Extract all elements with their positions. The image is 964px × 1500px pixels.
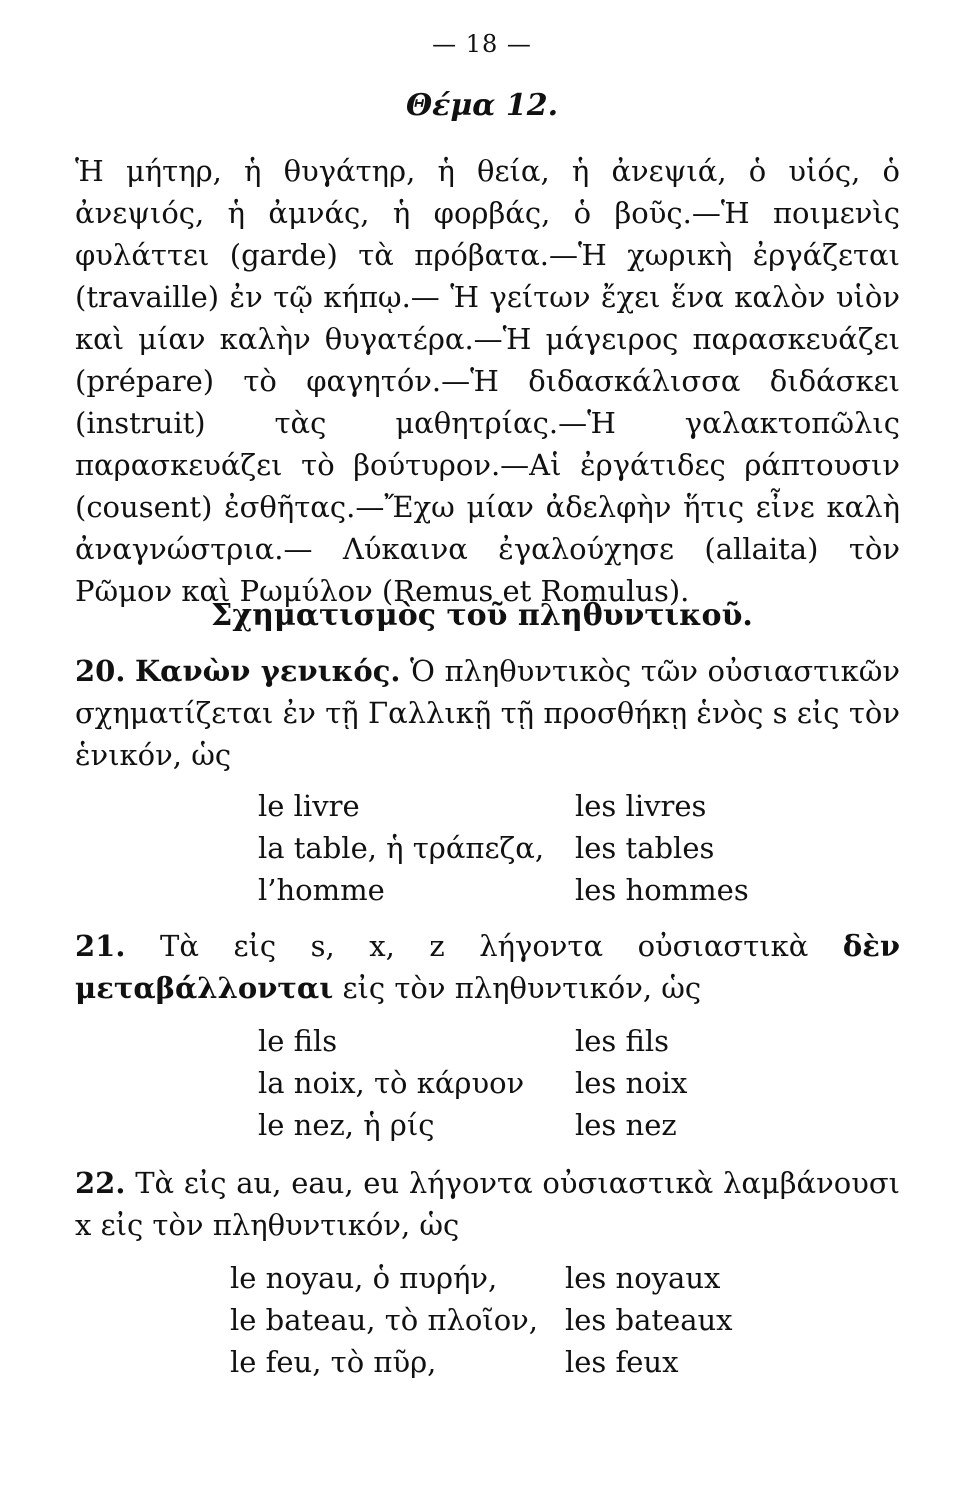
section-title: Σχηματισμὸς τοῦ πληθυντικοῦ. <box>211 598 753 633</box>
rule-20-paragraph <box>75 650 900 776</box>
rule-21-post: εἰς τὸν πληθυντικόν, ὡς <box>342 971 702 1005</box>
example-22-3-singular: le feu, τὸ πῦρ, <box>230 1345 437 1379</box>
page-number: — 18 — <box>432 30 532 58</box>
example-21-1-singular: le fils <box>258 1024 338 1058</box>
rule-22-text: Τὰ εἰς au, eau, eu λήγοντα οὐσιαστικὰ λαμβάνουσι x εἰς τὸν πληθυντικόν, ὡς <box>75 1166 900 1242</box>
example-22-3-plural: les feux <box>565 1345 679 1379</box>
example-20-2-plural: les tables <box>575 831 715 865</box>
example-21-2-singular: la noix, τὸ κάρυον <box>258 1066 525 1100</box>
example-20-1-singular: le livre <box>258 789 360 823</box>
example-20-2-singular: la table, ἡ τράπεζα, <box>258 831 545 865</box>
example-20-3-plural: les hommes <box>575 873 749 907</box>
example-22-2-singular: le bateau, τὸ πλοῖον, <box>230 1303 539 1337</box>
example-20-3-singular: l’homme <box>258 873 385 907</box>
rule-22-paragraph <box>75 1162 900 1246</box>
example-22-2-plural: les bateaux <box>565 1303 733 1337</box>
example-20-1-plural: les livres <box>575 789 707 823</box>
rule-21-bold: δὲν μεταβάλλονται <box>75 929 900 1005</box>
rule-20-number: 20. <box>75 654 126 688</box>
example-22-1-plural: les noyaux <box>565 1261 721 1295</box>
example-21-2-plural: les noix <box>575 1066 688 1100</box>
rule-22-number: 22. <box>75 1166 126 1200</box>
rule-21-number: 21. <box>75 929 126 963</box>
rule-20-title: Κανὼν γενικός. <box>134 654 401 688</box>
example-21-3-singular: le nez, ἡ ρίς <box>258 1108 435 1142</box>
rule-20-text: Ὁ πληθυντικὸς τῶν οὐσιαστικῶν σχηματίζεται ἐν τῇ Γαλλικῇ τῇ προσθήκῃ ἑνὸς s εἰς τὸν ἑνικόν, ὡς <box>75 654 901 772</box>
exercise-paragraph: Ἡ μήτηρ, ἡ θυγάτηρ, ἡ θεία, ἡ ἀνεψιά, ὁ υἱός, ὁ ἀνεψιός, ἡ ἀμνάς, ἡ φορβάς, ὁ βοῦς.—Ἡ ποιμενὶς φυλάττει (garde) τὰ πρόβατα.—Ἡ χωρικὴ ἐργάζεται (travaille) ἐν τῷ κήπῳ.— Ἡ γείτων ἔχει ἕνα καλὸν υἱὸν καὶ μίαν καλὴν θυγατέρα.—Ἡ μάγειρος παρασκευάζει (prépare) τὸ φαγητόν.—Ἡ διδασκάλισσα διδάσκει (instruit) τὰς μαθητρίας.—Ἡ γαλακτοπῶλις παρασκευάζει τὸ βούτυρον.—Αἱ ἐργάτιδες ράπτουσιν (cousent) ἐσθῆτας.—Ἔχω μίαν ἀδελφὴν ἥτις εἶνε καλὴ ἀναγνώστρια.— Λύκαινα ἐγαλούχησε (allaita) τὸν Ρῶμον καὶ Ρωμύλον (Remus et Romulus). <box>75 154 900 608</box>
theme-title: Θέμα 12. <box>405 88 559 123</box>
example-21-3-plural: les nez <box>575 1108 677 1142</box>
example-21-1-plural: les fils <box>575 1024 670 1058</box>
example-22-1-singular: le noyau, ὁ πυρήν, <box>230 1261 498 1295</box>
rule-21-paragraph <box>75 925 900 1009</box>
rule-21-pre: Τὰ εἰς s, x, z λήγοντα οὐσιαστικὰ <box>160 929 809 963</box>
